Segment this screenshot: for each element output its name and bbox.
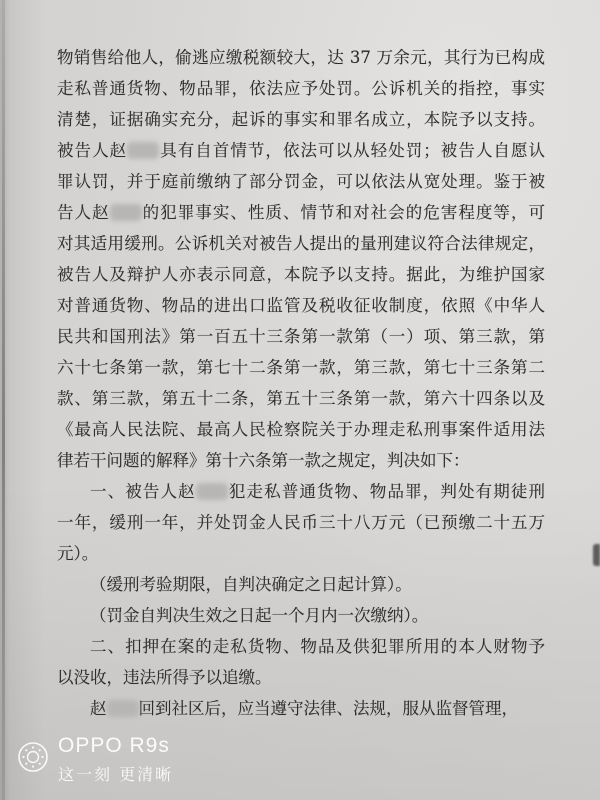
text-line: 一年，缓刑一年，并处罚金人民币三十八万元（已预缴二十五万 [57, 513, 545, 532]
verdict-item-1 [57, 476, 545, 507]
text-line: 以没收，违法所得予以追缴。 [57, 668, 272, 687]
text-line: 被告人及辩护人亦表示同意，本院予以支持。据此，为维护国家 [57, 265, 545, 284]
text-line: 对普通货物、物品的进出口监管及税收征收制度，依照《中华人 [57, 296, 545, 315]
text-line: 罪认罚，并于庭前缴纳了部分罚金，可以依法从宽处理。鉴于被 [57, 172, 545, 191]
watermark-brand: OPPO R9s [58, 734, 170, 757]
redacted-name [107, 700, 139, 717]
text-segment: 具有自首情节，依法可以从轻处罚；被告人自愿认 [159, 141, 545, 160]
redacted-name [127, 142, 159, 159]
text-line: 走私普通货物、物品罪，依法应予处罚。公诉机关的指控，事实 [57, 79, 545, 98]
camera-shutter-icon [17, 741, 49, 773]
redacted-name [196, 483, 228, 500]
text-line: 六十七条第一款，第七十二条第一款，第三款，第七十三条第二 [57, 358, 545, 377]
text-line: 民共和国刑法》第一百五十三条第一款第（一）项、第三款，第 [57, 327, 545, 346]
text-line [57, 135, 545, 166]
text-segment: 告人赵 [57, 203, 110, 222]
probation-note: （缓刑考验期限，自判决确定之日起计算）。 [90, 575, 412, 594]
text-line [57, 693, 545, 724]
verdict-item-2: 二、扣押在案的走私货物、物品及供犯罪所用的本人财物予 [90, 637, 545, 656]
text-segment: 犯走私普通货物、物品罪，判处有期徒刑 [227, 482, 545, 501]
judgment-text [57, 42, 545, 724]
text-line [57, 197, 545, 228]
text-segment: 的犯罪事实、性质、情节和对社会的危害程度等，可 [141, 203, 545, 222]
text-segment: 被告人赵 [57, 141, 128, 160]
text-line: 款、第三款，第五十二条，第五十三条第一款，第六十四条以及 [57, 389, 545, 408]
watermark-slogan: 这一刻 更清晰 [58, 765, 174, 784]
text-line: 律若干问题的解释》第十六条第一款之规定，判决如下： [57, 451, 470, 470]
text-line: 元）。 [57, 544, 99, 563]
text-segment: 赵 [90, 699, 107, 718]
text-line: 物销售给他人，偷逃应缴税额较大，达 37 万余元，其行为已构成 [57, 48, 545, 67]
text-segment: 回到社区后，应当遵守法律、法规，服从监督管理， [138, 699, 518, 718]
text-line: 对其适用缓刑。公诉机关对被告人提出的量刑建议符合法律规定， [57, 234, 545, 253]
edge-mark [593, 544, 600, 566]
text-line: 《最高人民法院、最高人民检察院关于办理走私刑事案件适用法 [57, 420, 545, 439]
redacted-name [110, 204, 142, 221]
text-line: 清楚，证据确实充分，起诉的事实和罪名成立，本院予以支持。 [57, 110, 545, 129]
fine-note: （罚金自判决生效之日起一个月内一次缴纳）。 [90, 606, 429, 625]
paper-edge-shadow [2, 0, 5, 800]
text-segment: 一、被告人赵 [90, 482, 196, 501]
